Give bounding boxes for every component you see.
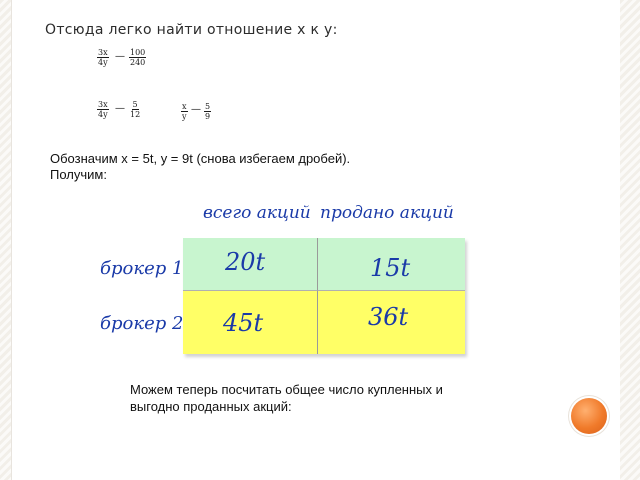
- eq1-rhs-denominator: 240: [130, 58, 146, 67]
- eq2-lhs-denominator: 4y: [98, 110, 108, 119]
- eq1-lhs-denominator: 4y: [98, 58, 108, 67]
- eq1-operator: —: [115, 51, 125, 62]
- right-stripe-border: [620, 0, 640, 480]
- eq1-rhs-numerator: 100: [130, 48, 146, 57]
- eq2-rhs-numerator: 5: [132, 100, 138, 109]
- slide-title: Отсюда легко найти отношение х к у:: [45, 22, 338, 38]
- substitution-note-line1: Обозначим х = 5t, у = 9t (снова избегаем дробей).: [50, 151, 351, 166]
- row-label-broker2: брокер 2: [100, 313, 184, 334]
- eq3-lhs-denominator: y: [182, 112, 187, 121]
- table-cell-broker2-sold: [318, 291, 465, 354]
- eq2-lhs-numerator: 3x: [98, 100, 108, 109]
- cell-value: 15t: [370, 254, 411, 282]
- cell-value: 45t: [223, 309, 264, 337]
- table-cell-broker1-total: [183, 238, 318, 291]
- eq2-operator: —: [115, 103, 125, 114]
- stocks-table: [183, 238, 465, 354]
- eq1-rhs: [129, 48, 146, 67]
- eq1-lhs-numerator: 3x: [98, 48, 108, 57]
- conclusion-note: Можем теперь посчитать общее число купленных и выгодно проданных акций:: [130, 382, 443, 414]
- eq2-rhs: [129, 100, 141, 119]
- substitution-note: [50, 151, 480, 183]
- left-stripe-border: [0, 0, 12, 480]
- eq3-lhs-numerator: x: [182, 102, 187, 111]
- table-cell-broker2-total: [183, 291, 318, 354]
- orange-circle-decoration: [571, 398, 607, 434]
- eq2-rhs-denominator: 12: [130, 110, 141, 119]
- eq1-lhs: [97, 48, 109, 67]
- eq2-lhs: [97, 100, 109, 119]
- column-header-total: всего акций: [203, 203, 311, 223]
- cell-value: 20t: [225, 248, 266, 276]
- cell-value: 36t: [368, 303, 409, 331]
- table-cell-broker1-sold: [318, 238, 465, 291]
- eq3-operator: —: [191, 104, 201, 115]
- row-label-broker1: брокер 1: [100, 258, 184, 279]
- eq3-rhs-numerator: 5: [205, 102, 211, 111]
- substitution-note-line2: Получим:: [50, 167, 107, 182]
- eq3-rhs-denominator: 9: [205, 112, 211, 121]
- eq3-lhs: [181, 102, 188, 121]
- eq3-rhs: [204, 102, 211, 121]
- column-header-sold: продано акций: [320, 203, 454, 223]
